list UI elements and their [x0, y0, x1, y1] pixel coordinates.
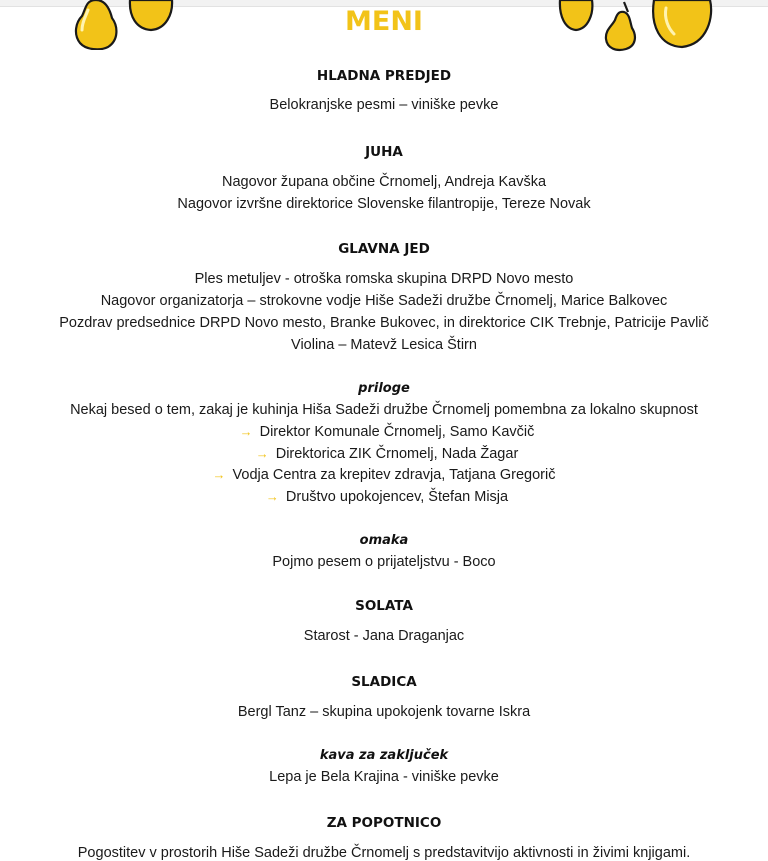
list-item-text: Vodja Centra za krepitev zdravja, Tatjana Gregorič: [232, 467, 556, 483]
section-heading-priloge: priloge: [358, 381, 410, 396]
program-line: Nekaj besed o tem, zakaj je kuhinja Hiša Sadeži družbe Črnomelj pomembna za lokalno skupnost: [70, 402, 698, 418]
list-item: [0, 446, 768, 462]
list-item: [0, 489, 768, 505]
list-item: [0, 467, 768, 483]
section-heading-sladica: SLADICA: [351, 674, 417, 690]
section-heading-solata: SOLATA: [355, 598, 413, 614]
program-line: Starost - Jana Draganjac: [303, 628, 465, 644]
list-item-text: Direktorica ZIK Črnomelj, Nada Žagar: [275, 446, 519, 462]
program-line: Pojmo pesem o prijateljstvu - Boco: [272, 554, 496, 570]
section-heading-za-popotnico: ZA POPOTNICO: [326, 815, 442, 831]
page-title: MENI: [345, 6, 423, 37]
list-item: [0, 424, 768, 440]
arrow-icon: →: [265, 489, 279, 504]
program-line: Pogostitev v prostorih Hiše Sadeži družbe Črnomelj s predstavitvijo aktivnosti in živimi knjigami.: [77, 845, 691, 861]
program-line: Nagovor organizatorja – strokovne vodje Hiše Sadeži družbe Črnomelj, Marice Balkovec: [100, 293, 668, 309]
program-line: Nagovor izvršne direktorice Slovenske filantropije, Tereze Novak: [177, 196, 591, 212]
section-heading-juha: JUHA: [365, 144, 403, 160]
program-line: Pozdrav predsednice DRPD Novo mesto, Branke Bukovec, in direktorice CIK Trebnje, Patricije Pavlič: [59, 315, 709, 331]
section-heading-glavna-jed: GLAVNA JED: [338, 241, 430, 257]
program-line: Violina – Matevž Lesica Štirn: [291, 337, 477, 353]
program-line: Lepa je Bela Krajina - viniške pevke: [269, 769, 499, 785]
list-item-text: Društvo upokojencev, Štefan Misja: [285, 489, 509, 505]
program-line: Bergl Tanz – skupina upokojenk tovarne Iskra: [237, 704, 531, 720]
program-line: Nagovor župana občine Črnomelj, Andreja Kavška: [221, 174, 547, 190]
list-item-text: Direktor Komunale Črnomelj, Samo Kavčič: [259, 424, 535, 440]
arrow-icon: →: [212, 467, 226, 482]
section-heading-hladna-predjed: HLADNA PREDJED: [316, 68, 452, 84]
section-heading-omaka: omaka: [359, 533, 409, 548]
arrow-icon: →: [255, 446, 269, 461]
program-line: Belokranjske pesmi – viniške pevke: [269, 97, 499, 113]
arrow-icon: →: [239, 424, 253, 439]
program-line: Ples metuljev - otroška romska skupina DRPD Novo mesto: [194, 271, 574, 287]
section-heading-kava: kava za zaključek: [319, 748, 449, 763]
